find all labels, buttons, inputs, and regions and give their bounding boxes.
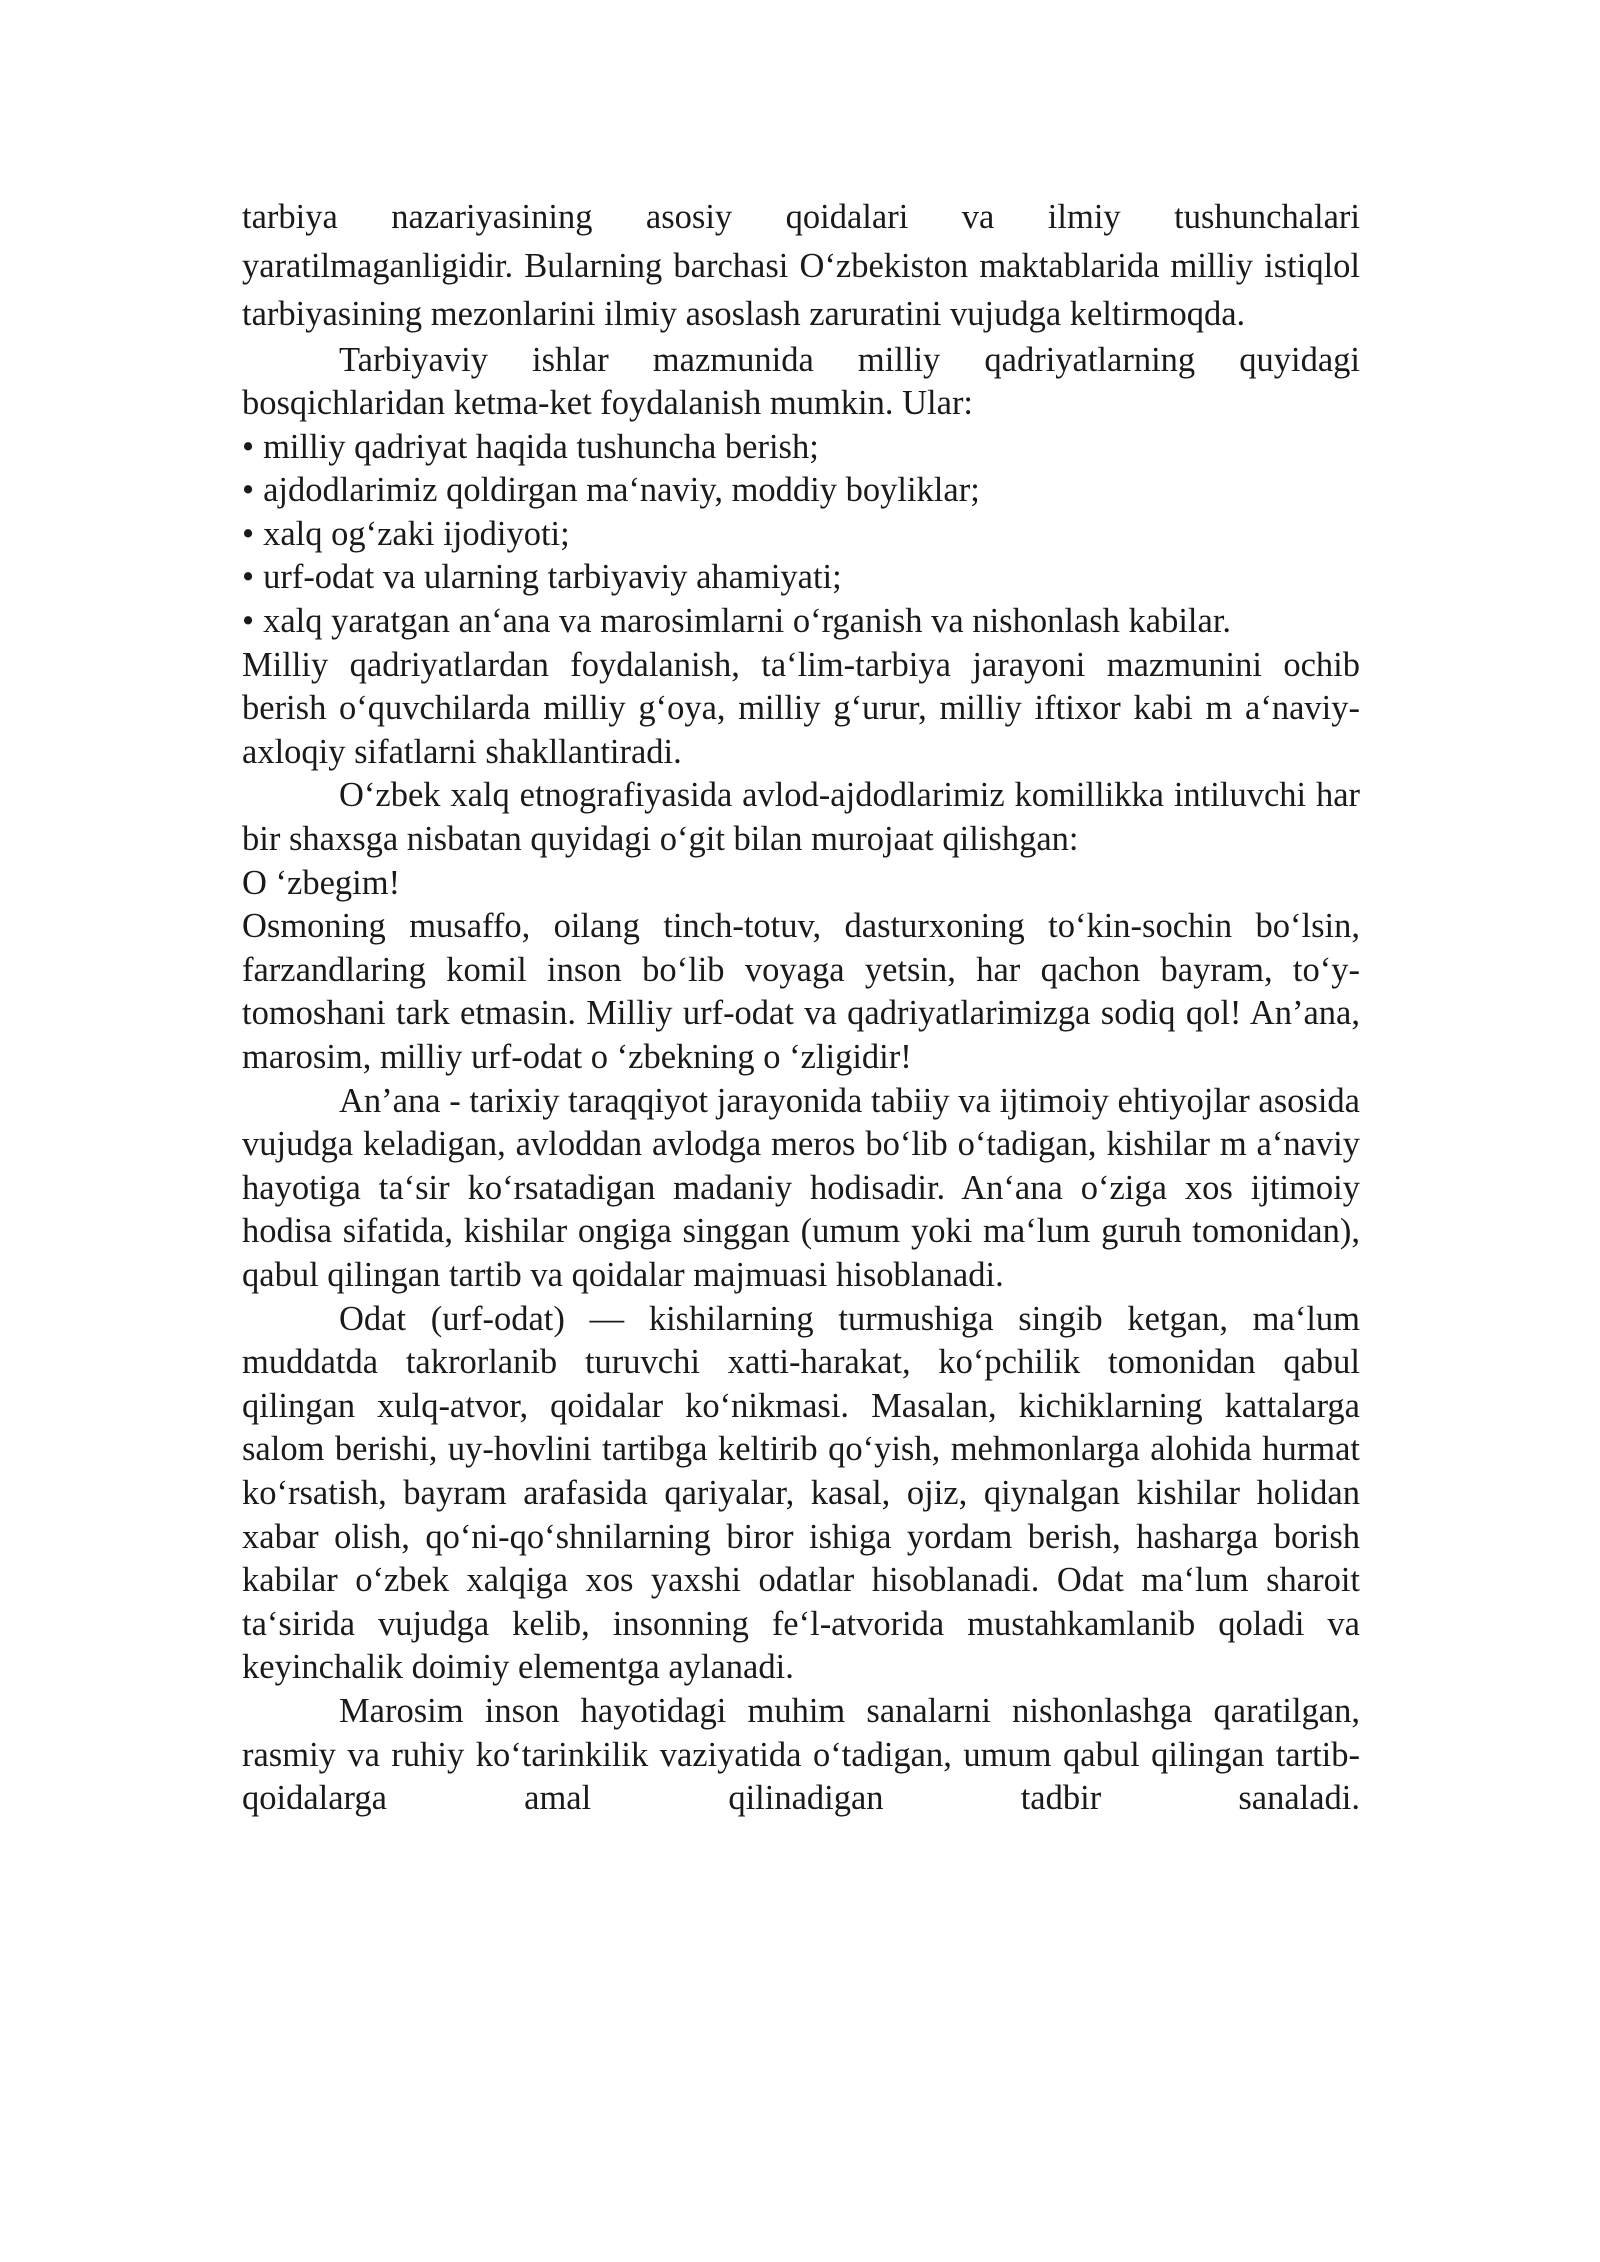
- list-item-text: milliy qadriyat haqida tushuncha berish;: [263, 427, 819, 466]
- paragraph-4: O‘zbek xalq etnografiyasida avlod-ajdodlarimiz komillikka intiluvchi har bir shaxsga nisbatan quyidagi o‘git bilan murojaat qilishgan:: [242, 776, 1360, 859]
- bullet-icon: •: [242, 427, 255, 466]
- bullet-icon: •: [242, 602, 255, 641]
- paragraph-1: tarbiya nazariyasining asosiy qoidalari va ilmiy tushunchalari yaratilmaganligidir. Bularning barchasi O‘zbekiston maktablarida milliy istiqlol tarbiyasining mezonlarini ilmiy asoslash zaruratini vujudga keltirmoqda.: [242, 198, 1360, 333]
- list-item: [242, 426, 1360, 470]
- paragraph-2: Tarbiyaviy ishlar mazmunida milliy qadriyatlarning quyidagi bosqichlaridan ketma-ket foydalanish mumkin. Ular:: [242, 340, 1360, 423]
- paragraph-6: An’ana - tarixiy taraqqiyot jarayonida tabiiy va ijtimoiy ehtiyojlar asosida vujudga keladigan, avloddan avlodga meros bo‘lib o‘tadigan, kishilar m a‘naviy hayotiga ta‘sir ko‘rsatadigan madaniy hodisadir. An‘ana o‘ziga xos ijtimoiy hodisa sifatida, kishilar ongiga singgan (umum yoki ma‘lum guruh tomonidan), qabul qilingan tartib va qoidalar majmuasi hisoblanadi.: [242, 1081, 1360, 1294]
- list-item-text: ajdodlarimiz qoldirgan ma‘naviy, moddiy boyliklar;: [263, 471, 980, 510]
- list-item-text: xalq yaratgan an‘ana va marosimlarni o‘rganish va nishonlash kabilar.: [263, 602, 1232, 641]
- bullet-icon: •: [242, 514, 255, 553]
- list-item: [242, 600, 1360, 644]
- paragraph-8: Marosim inson hayotidagi muhim sanalarni nishonlashga qaratilgan, rasmiy va ruhiy ko‘tarinkilik vaziyatida o‘tadigan, umum qabul qilingan tartib-qoidalarga amal qilinadigan tadbir sanaladi.: [242, 1691, 1360, 1818]
- paragraph-5: Osmoning musaffo, oilang tinch-totuv, dasturxoning to‘kin-sochin bo‘lsin, farzandlaring komil inson bo‘lib voyaga yetsin, har qachon bayram, to‘y-tomoshani tark etmasin. Milliy urf-odat va qadriyatlarimizga sodiq qol! An’ana, marosim, milliy urf-odat o ‘zbekning o ‘zligidir!: [242, 907, 1360, 1076]
- paragraph-7: Odat (urf-odat) — kishilarning turmushiga singib ketgan, ma‘lum muddatda takrorlanib turuvchi xatti-harakat, ko‘pchilik tomonidan qabul qilingan xulq-atvor, qoidalar ko‘nikmasi. Masalan, kichiklarning kattalarga salom berishi, uy-hovlini tartibga keltirib qo‘yish, mehmonlarga alohida hurmat ko‘rsatish, bayram arafasida qariyalar, kasal, ojiz, qiynalgan kishilar holidan xabar olish, qo‘ni-qo‘shnilarning biror ishiga yordam berish, hasharga borish kabilar o‘zbek xalqiga xos yaxshi odatlar hisoblanadi. Odat ma‘lum sharoit ta‘sirida vujudga kelib, insonning fe‘l-atvorida mustahkamlanib qoladi va keyinchalik doimiy elementga aylanadi.: [242, 1299, 1360, 1687]
- bullet-icon: •: [242, 558, 255, 597]
- list-item: [242, 556, 1360, 600]
- address-line: O ‘zbegim!: [242, 863, 401, 902]
- paragraph-3: Milliy qadriyatlardan foydalanish, ta‘lim-tarbiya jarayoni mazmunini ochib berish o‘quvchilarda milliy g‘oya, milliy g‘urur, milliy iftixor kabi m a‘naviy-axloqiy sifatlarni shakllantiradi.: [242, 645, 1360, 771]
- bullet-icon: •: [242, 471, 255, 510]
- list-item-text: urf-odat va ularning tarbiyaviy ahamiyati;: [263, 558, 842, 597]
- qadriyat-stages-list: [242, 426, 1360, 644]
- list-item: [242, 513, 1360, 557]
- list-item: [242, 469, 1360, 513]
- list-item-text: xalq og‘zaki ijodiyoti;: [263, 514, 570, 553]
- document-page: [242, 193, 1360, 1821]
